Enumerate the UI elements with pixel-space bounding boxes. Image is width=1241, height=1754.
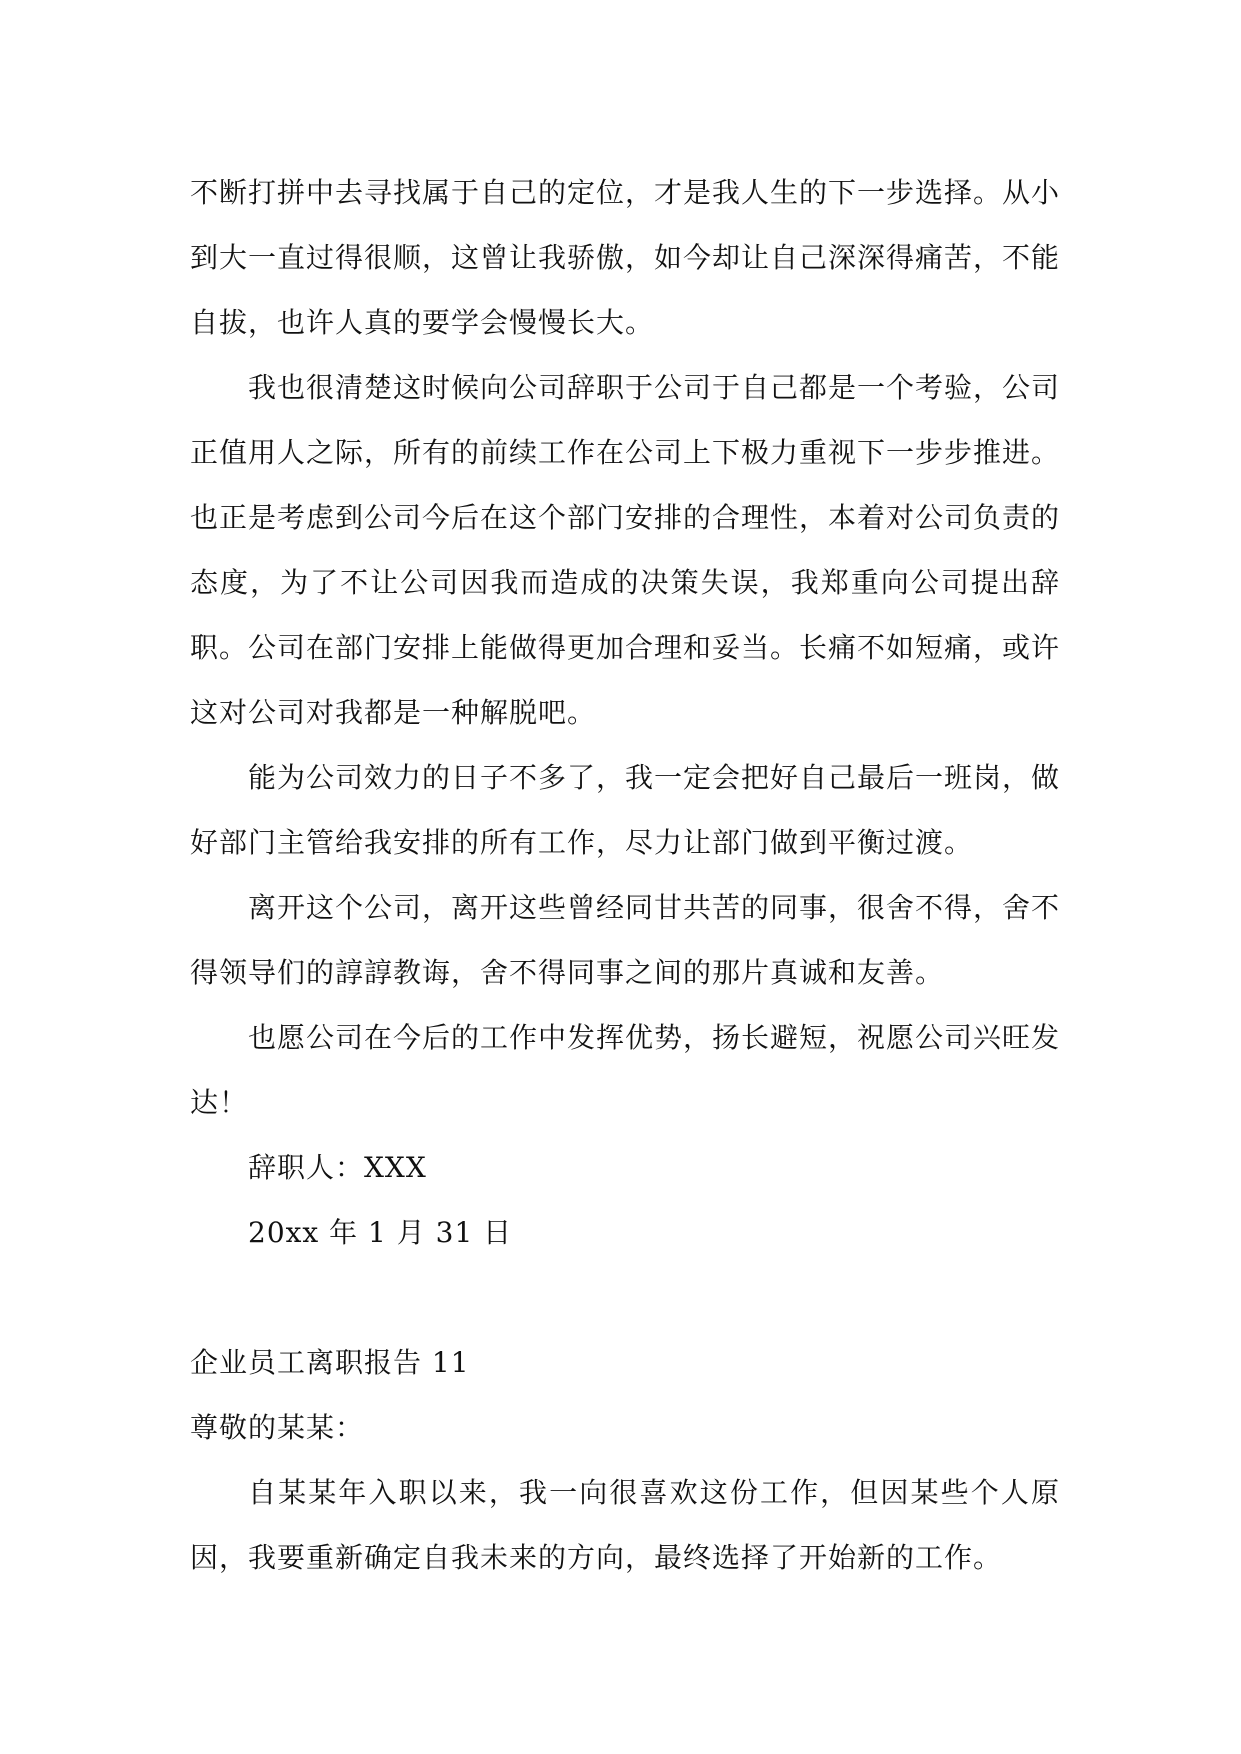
- paragraph-5: 也愿公司在今后的工作中发挥优势，扬长避短，祝愿公司兴旺发达！: [190, 1021, 1061, 1119]
- signer-line: 辞职人：XXX: [248, 1151, 427, 1184]
- paragraph-2: 我也很清楚这时候向公司辞职于公司于自己都是一个考验，公司正值用人之际，所有的前续工作在公司上下极力重视下一步步推进。也正是考虑到公司今后在这个部门安排的合理性，本着对公司负责的态度，为了不让公司因我而造成的决策失误，我郑重向公司提出辞职。公司在部门安排上能做得更加合理和妥当。长痛不如短痛，或许这对公司对我都是一种解脱吧。: [190, 371, 1061, 729]
- date-line: 20xx 年 1 月 31 日: [248, 1216, 513, 1249]
- document-page: [190, 160, 1060, 1680]
- salutation: 尊敬的某某：: [190, 1411, 365, 1444]
- paragraph-4: 离开这个公司，离开这些曾经同甘共苦的同事，很舍不得，舍不得领导们的諄諄教诲，舍不得同事之间的那片真诚和友善。: [190, 891, 1061, 989]
- spacer: [190, 1265, 1060, 1330]
- paragraph-3: 能为公司效力的日子不多了，我一定会把好自己最后一班岗，做好部门主管给我安排的所有工作，尽力让部门做到平衡过渡。: [190, 761, 1061, 859]
- section-title: 企业员工离职报告 11: [190, 1346, 470, 1379]
- paragraph-6: 自某某年入职以来，我一向很喜欢这份工作，但因某些个人原因，我要重新确定自我未来的方向，最终选择了开始新的工作。: [190, 1476, 1060, 1574]
- paragraph-1: 不断打拼中去寻找属于自己的定位，才是我人生的下一步选择。从小到大一直过得很顺，这曾让我骄傲，如今却让自己深深得痛苦，不能自拔，也许人真的要学会慢慢长大。: [190, 176, 1061, 339]
